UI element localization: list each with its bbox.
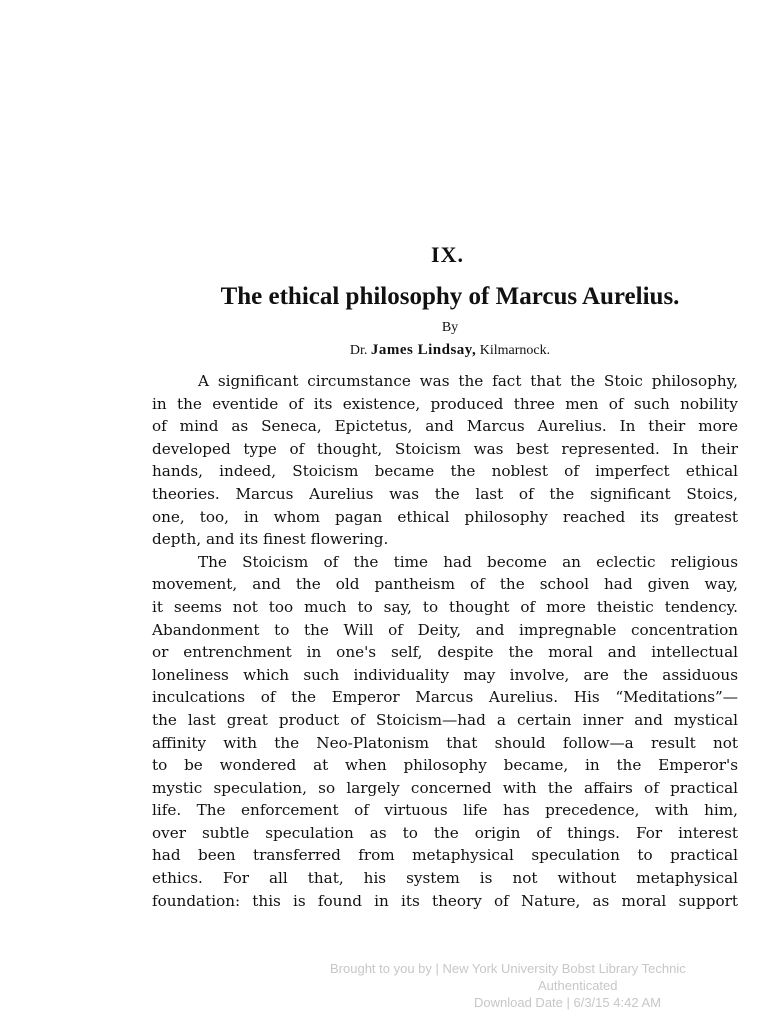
- text-line: depth, and its finest flowering.: [152, 530, 389, 549]
- text-line: of mind as Seneca, Epictetus, and Marcus Aurelius. In their more: [152, 417, 738, 436]
- text-line: in the eventide of its existence, produced three men of such nobility: [152, 394, 738, 413]
- watermark-date: Download Date | 6/3/15 4:42 AM: [474, 995, 661, 1010]
- text-line: loneliness which such individuality may involve, are the assiduous: [152, 665, 738, 684]
- text-line: A significant circumstance was the fact that the Stoic philosophy,: [198, 372, 738, 390]
- text-line: inculcations of the Emperor Marcus Aurelius. His “Meditations”—: [152, 688, 738, 707]
- text-line: it seems not too much to say, to thought of more theistic tendency.: [152, 597, 738, 616]
- text-line: foundation: this is found in its theory of Nature, as moral support: [152, 891, 738, 910]
- text-line: over subtle speculation as to the origin of things. For interest: [152, 823, 738, 842]
- text-line: one, too, in whom pagan ethical philosophy reached its greatest: [152, 507, 738, 526]
- text-line: the last great product of Stoicism—had a certain inner and mystical: [152, 710, 738, 729]
- text-line: or entrenchment in one's self, despite the moral and intellectual: [152, 643, 738, 662]
- author-name: James Lindsay,: [370, 342, 477, 358]
- author-place: Kilmarnock.: [479, 343, 551, 358]
- text-line: The Stoicism of the time had become an eclectic religious: [198, 552, 738, 571]
- access-watermark: [330, 960, 768, 1011]
- watermark-source: Brought to you by | New York University Bobst Library Technic: [330, 961, 686, 976]
- byline-author: [150, 342, 750, 359]
- watermark-status: Authenticated: [538, 978, 618, 993]
- text-line: theories. Marcus Aurelius was the last of the significant Stoics,: [152, 484, 738, 503]
- text-line: mystic speculation, so largely concerned with the affairs of practical: [152, 778, 738, 797]
- chapter-number: IX.: [431, 242, 464, 267]
- text-line: movement, and the old pantheism of the school had given way,: [152, 575, 738, 594]
- text-line: affinity with the Neo-Platonism that should follow—a result not: [152, 733, 738, 752]
- text-line: life. The enforcement of virtuous life has precedence, with him,: [152, 801, 738, 820]
- text-line: developed type of thought, Stoicism was best represented. In their: [152, 439, 738, 458]
- text-line: to be wondered at when philosophy became, in the Emperor's: [152, 756, 738, 775]
- body-text: [152, 370, 738, 912]
- text-line: had been transferred from metaphysical speculation to practical: [152, 846, 738, 865]
- article-title: The ethical philosophy of Marcus Aurelius.: [220, 283, 680, 310]
- author-prefix: Dr.: [349, 343, 368, 358]
- text-line: hands, indeed, Stoicism became the noblest of imperfect ethical: [152, 462, 738, 481]
- text-line: Abandonment to the Will of Deity, and impregnable concentration: [152, 620, 738, 639]
- text-line: ethics. For all that, his system is not without metaphysical: [152, 869, 738, 888]
- byline-by: By: [441, 320, 459, 335]
